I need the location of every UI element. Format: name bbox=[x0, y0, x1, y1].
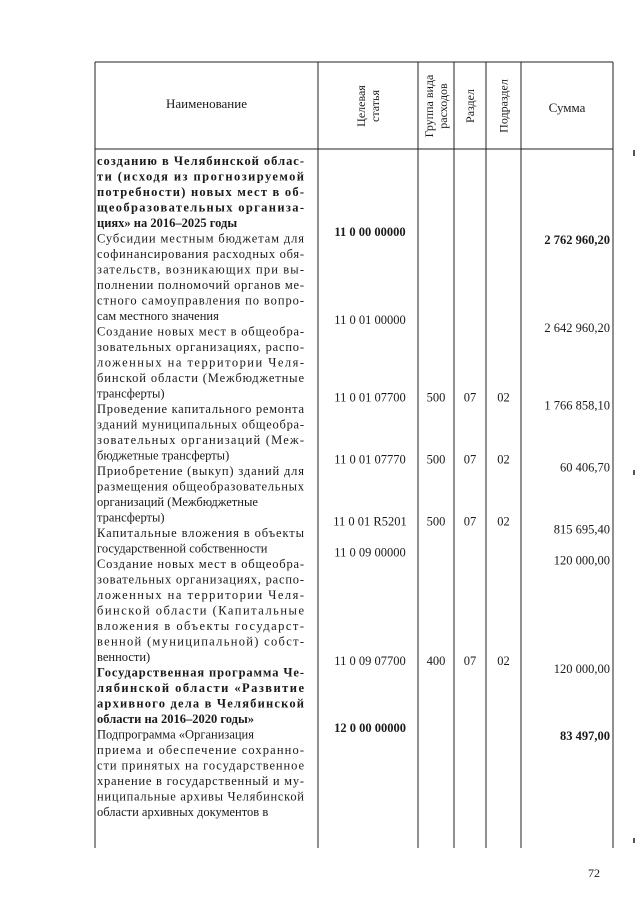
row-name-line: хранение в государственный и му- bbox=[97, 774, 304, 788]
row-name-line: щеобразовательных организа- bbox=[97, 200, 304, 215]
row-name-line: бинской области (Межбюджетные bbox=[97, 371, 304, 385]
header-section bbox=[463, 89, 477, 123]
row-sum: 2 642 960,20 bbox=[544, 321, 610, 335]
row-name-line: приема и обеспечение сохранно- bbox=[97, 743, 304, 757]
row-name-line: ти (исходя из прогнозируемой bbox=[97, 169, 304, 184]
row-name-line: трансферты) bbox=[97, 386, 165, 401]
row-article: 11 0 00 00000 bbox=[334, 225, 406, 239]
table-body bbox=[97, 154, 610, 819]
row-name-line: Государственная программа Че- bbox=[97, 665, 304, 680]
header-article-line: Целевая bbox=[354, 85, 368, 127]
header-subsection bbox=[497, 79, 511, 133]
row-name-line: софинансирования расходных обя- bbox=[97, 247, 304, 261]
scan-edge-mark bbox=[633, 470, 635, 475]
row-name-line: Подпрограмма «Организация bbox=[97, 727, 254, 742]
row-name-line: области на 2016–2020 годы» bbox=[97, 712, 255, 726]
row-subsection: 02 bbox=[497, 654, 510, 668]
row-name-line: Субсидии местным бюджетам для bbox=[97, 231, 304, 246]
row-name-line: венной (муниципальной) собст- bbox=[97, 634, 304, 649]
header-group-line: Группа вида bbox=[422, 74, 436, 138]
scan-edge-mark bbox=[633, 150, 635, 156]
row-name-line: вложения в объекты государст- bbox=[97, 619, 304, 633]
row-name-line: ниципальные архивы Челябинской bbox=[97, 789, 304, 804]
row-sum: 2 762 960,20 bbox=[544, 233, 610, 247]
header-article bbox=[354, 85, 382, 127]
row-name-line: потребности) новых мест в об- bbox=[97, 185, 304, 199]
row-sum: 815 695,40 bbox=[553, 522, 610, 537]
row-name-line: стного самоуправления по вопро- bbox=[97, 293, 304, 308]
row-section: 07 bbox=[463, 654, 477, 668]
row-name-line: организаций (Межбюджетные bbox=[97, 495, 258, 509]
row-section: 07 bbox=[463, 514, 477, 529]
row-name-line: зательств, возникающих при вы- bbox=[97, 262, 304, 277]
header-section-line: Раздел bbox=[463, 89, 477, 123]
row-section: 07 bbox=[463, 452, 477, 467]
row-article: 12 0 00 00000 bbox=[334, 721, 406, 735]
row-group: 400 bbox=[426, 654, 446, 668]
row-subsection: 02 bbox=[497, 514, 510, 529]
row-name-line: полнении полномочий органов ме- bbox=[97, 278, 304, 292]
row-name-line: зовательных организациях, распо- bbox=[97, 340, 304, 354]
header-name: Наименование bbox=[166, 96, 247, 111]
row-name-line: бюджетные трансферты) bbox=[97, 448, 230, 463]
table-header bbox=[166, 74, 586, 137]
row-name-line: Создание новых мест в общеобра- bbox=[97, 324, 304, 339]
row-name-line: области архивных документов в bbox=[97, 805, 269, 819]
row-sum: 60 406,70 bbox=[560, 460, 610, 475]
row-name-line: сам местного значения bbox=[97, 309, 219, 323]
row-section: 07 bbox=[463, 390, 477, 405]
header-article-line: статья bbox=[368, 90, 382, 122]
row-name-line: Капитальные вложения в объекты bbox=[97, 526, 304, 540]
row-group: 500 bbox=[426, 514, 446, 529]
row-article: 11 0 01 07770 bbox=[334, 452, 406, 467]
row-name-line: ложенных на территории Челя- bbox=[97, 355, 304, 370]
row-name-line: Приобретение (выкуп) зданий для bbox=[97, 464, 304, 478]
row-group: 500 bbox=[426, 452, 446, 467]
row-sum: 1 766 858,10 bbox=[544, 398, 610, 413]
row-sum: 83 497,00 bbox=[560, 729, 610, 743]
row-name-line: размещения общеобразовательных bbox=[97, 479, 304, 494]
row-name-line: сти принятых на государственное bbox=[97, 758, 304, 773]
row-name-line: архивного дела в Челябинской bbox=[97, 696, 304, 711]
row-article: 11 0 01 07700 bbox=[334, 390, 406, 405]
header-subsection-line: Подраздел bbox=[496, 79, 511, 133]
row-article: 11 0 01 00000 bbox=[334, 313, 406, 327]
row-name-line: зовательных организаций (Меж- bbox=[97, 433, 304, 447]
row-name-line: циях» на 2016–2025 годы bbox=[97, 216, 238, 230]
row-name-line: трансферты) bbox=[97, 510, 165, 525]
scan-edge-mark bbox=[633, 838, 635, 843]
row-article: 11 0 01 R5201 bbox=[333, 514, 407, 529]
row-name-line: созданию в Челябинской облас- bbox=[97, 154, 304, 168]
row-subsection: 02 bbox=[497, 390, 510, 405]
row-name-line: зданий муниципальных общеобра- bbox=[97, 417, 304, 432]
row-name-line: Проведение капитального ремонта bbox=[97, 402, 304, 416]
row-group: 500 bbox=[426, 390, 446, 405]
row-name-line: государственной собственности bbox=[97, 541, 268, 556]
header-group-line: расходов bbox=[436, 83, 450, 129]
row-name-line: бинской области (Капитальные bbox=[97, 603, 304, 618]
row-name-line: Создание новых мест в общеобра- bbox=[97, 557, 304, 571]
row-name-line: венности) bbox=[97, 650, 151, 664]
row-article: 11 0 09 00000 bbox=[334, 545, 406, 560]
row-subsection: 02 bbox=[497, 452, 510, 467]
row-name-line: лябинской области «Развитие bbox=[97, 681, 304, 695]
header-group bbox=[422, 74, 450, 137]
row-article: 11 0 09 07700 bbox=[334, 654, 406, 668]
header-sum: Сумма bbox=[548, 100, 586, 115]
row-name-line: зовательных организациях, распо- bbox=[97, 572, 304, 587]
page-number: 72 bbox=[588, 866, 600, 880]
row-sum: 120 000,00 bbox=[553, 662, 610, 676]
row-name-line: ложенных на территории Челя- bbox=[97, 588, 304, 602]
row-sum: 120 000,00 bbox=[553, 553, 610, 568]
